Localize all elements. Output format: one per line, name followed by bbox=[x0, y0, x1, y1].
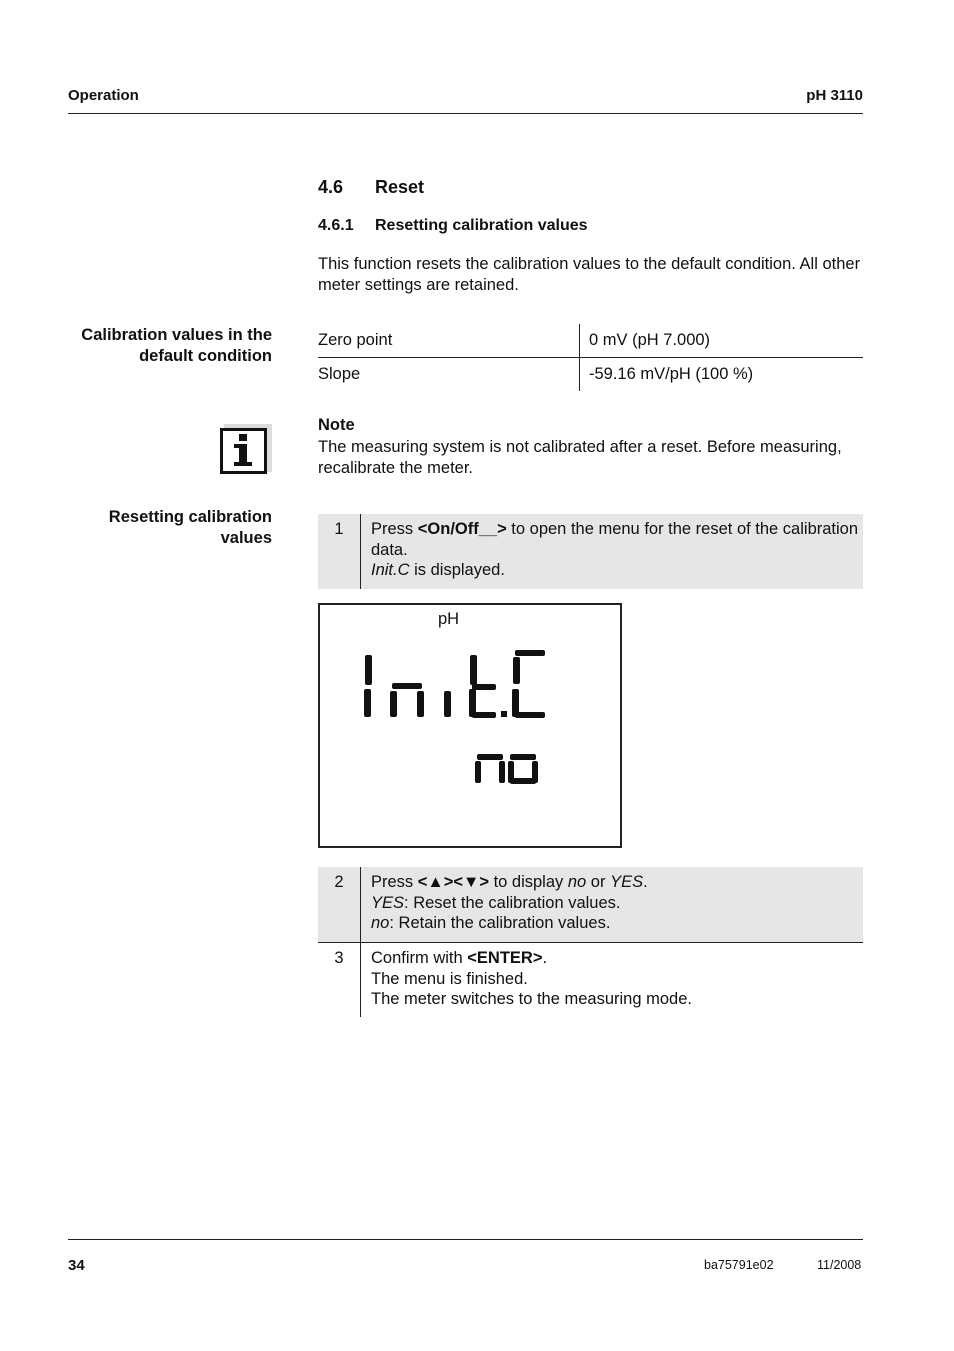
section-number: 4.6 bbox=[318, 177, 344, 197]
defaults-side-label bbox=[52, 325, 272, 367]
subsection-number: 4.6.1 bbox=[318, 217, 354, 234]
step-text-mid: to display bbox=[488, 873, 568, 891]
subsection-heading bbox=[318, 217, 588, 235]
document-id: ba75791e02 bbox=[704, 1258, 774, 1272]
meter-display bbox=[318, 603, 622, 848]
step-text-pre: Press bbox=[371, 520, 418, 538]
step-text bbox=[371, 867, 863, 942]
step-text bbox=[371, 514, 863, 589]
zero-point-value: 0 mV (pH 7.000) bbox=[580, 324, 864, 358]
table-row bbox=[318, 358, 863, 392]
page-number: 34 bbox=[68, 1257, 85, 1274]
step-text-pre: Confirm with bbox=[371, 949, 468, 967]
step-3 bbox=[318, 943, 863, 1017]
info-icon bbox=[220, 424, 272, 474]
no-term: no bbox=[371, 914, 390, 932]
down-key: <▼> bbox=[453, 873, 489, 891]
step-number: 1 bbox=[318, 514, 361, 589]
procedure-side-label-line2: values bbox=[220, 529, 272, 547]
enter-key: <ENTER> bbox=[467, 949, 543, 967]
display-segments bbox=[320, 605, 620, 846]
up-key: <▲> bbox=[417, 873, 454, 891]
yes-term: YES bbox=[371, 893, 405, 912]
yes-description: : Reset the calibration values. bbox=[404, 893, 621, 912]
header-section: Operation bbox=[68, 87, 139, 104]
note-text: The measuring system is not calibrated after a reset. Before measuring, recalibrate the meter. bbox=[318, 438, 842, 477]
procedure-side-label-line1: Resetting calibration bbox=[108, 508, 272, 526]
step-text-line3: The meter switches to the measuring mode. bbox=[371, 990, 692, 1008]
defaults-side-label-line1: Calibration values in the bbox=[81, 326, 272, 344]
step-text-line2: The menu is finished. bbox=[371, 969, 528, 988]
defaults-table bbox=[318, 324, 863, 391]
step-text-end: . bbox=[643, 873, 648, 891]
document-date: 11/2008 bbox=[817, 1258, 862, 1272]
note-title: Note bbox=[318, 416, 355, 434]
step-text-post: to open the menu for the reset of the calibration data. bbox=[371, 520, 859, 559]
defaults-side-label-line2: default condition bbox=[139, 347, 272, 365]
step-text-rest: is displayed. bbox=[409, 561, 505, 579]
step-1 bbox=[318, 514, 863, 589]
slope-value: -59.16 mV/pH (100 %) bbox=[580, 358, 864, 392]
step-text-end: . bbox=[542, 949, 548, 967]
step-number: 2 bbox=[318, 867, 361, 942]
zero-point-label: Zero point bbox=[318, 324, 580, 358]
display-unit: pH bbox=[438, 610, 460, 628]
header-product: pH 3110 bbox=[806, 87, 863, 104]
footer-rule bbox=[68, 1239, 863, 1240]
on-off-key: <On/Off__> bbox=[417, 520, 507, 538]
option-yes: YES bbox=[610, 873, 644, 891]
step-2 bbox=[318, 867, 863, 942]
procedure-side-label bbox=[52, 507, 272, 549]
section-heading bbox=[318, 177, 424, 198]
init-c-label: Init.C bbox=[371, 561, 410, 579]
step-number: 3 bbox=[318, 943, 361, 1017]
slope-label: Slope bbox=[318, 365, 361, 383]
section-title: Reset bbox=[375, 177, 425, 197]
step-text-pre: Press bbox=[371, 873, 418, 891]
table-row bbox=[318, 324, 863, 358]
header-rule bbox=[68, 113, 863, 114]
option-no: no bbox=[567, 873, 587, 891]
step-text-or: or bbox=[586, 873, 611, 891]
intro-paragraph: This function resets the calibration values to the default condition. All other meter settings are retained. bbox=[318, 255, 861, 294]
no-description: : Retain the calibration values. bbox=[389, 914, 611, 932]
subsection-title: Resetting calibration values bbox=[375, 217, 588, 234]
step-text bbox=[371, 943, 863, 1018]
